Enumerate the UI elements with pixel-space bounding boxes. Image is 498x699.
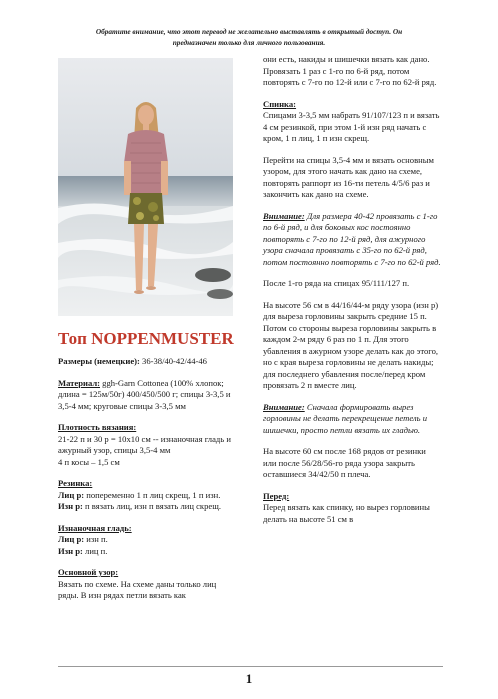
rev-face-value: изн п. xyxy=(84,534,108,544)
rib-face-value: попеременно 1 п лиц скрещ, 1 п изн. xyxy=(84,489,221,500)
page-title: Топ NOPPENMUSTER xyxy=(58,329,234,348)
rib-label: Резинка: xyxy=(58,478,93,488)
sizes-label: Размеры (немецкие): xyxy=(58,356,140,366)
front-text: Перед вязать как спинку, но вырез горловины делать на высоте 51 см в xyxy=(263,502,430,524)
sizes-value: 36-38/40-42/44-46 xyxy=(139,356,207,366)
gauge-section xyxy=(58,422,238,468)
page-number: 1 xyxy=(245,671,253,686)
attention-label-1: Внимание: xyxy=(263,210,305,221)
back-section xyxy=(263,99,441,145)
neckline-paragraph: На высоте 56 см в 44/16/44-м ряду узора (изн р) для выреза горловины закрыть средние 15 п. Потом со стороны выреза горловины закрыть в каждом 2-м ряду 6 раз по 1 п. Для этого убавления в ажурном узоре делать как до этого, но с края выреза горловины не делать накиды; для последнего убавления после/перед кром провязать 2 п вместе лиц. xyxy=(263,299,439,390)
after-first-row: После 1-го ряда на спицах 95/111/127 п. xyxy=(263,278,410,288)
sizes-section xyxy=(58,356,238,368)
rib-face-label: Лиц р: xyxy=(58,489,85,500)
rib-section xyxy=(58,478,238,513)
main-pattern-section xyxy=(58,567,238,602)
woman-on-beach-photo xyxy=(58,58,233,316)
attention-text-1: Для размера 40-42 провязать с 1-го по 6-й ряд, и для боковых кос постоянно повторять с 7-го по 12-й ряд, для ажурного узора сначала провязать с 35-го по 62-й ряд, потом постоянно повторять с 7-го по 62-й ряд. xyxy=(263,210,441,267)
attention-note-1 xyxy=(263,211,441,269)
reverse-stockinette-section xyxy=(58,523,238,558)
rev-face-label: Лиц р: xyxy=(58,534,85,544)
gauge-value-2: 4 п косы – 1,5 см xyxy=(58,456,120,467)
rib-back-value: п вязать лиц, изн п вязать лиц скрещ. xyxy=(82,501,221,511)
notice-line-2: предназначен только для личного пользования. xyxy=(172,37,326,47)
reverse-stockinette-label: Изнаночная гладь: xyxy=(58,522,132,533)
back-label: Спинка: xyxy=(263,98,297,109)
height-60-paragraph: На высоте 60 см после 168 рядов от резинки или после 56/28/56-го ряда узора закрыть оставшиеся 34/42/50 п плеча. xyxy=(263,446,426,479)
footer-divider xyxy=(58,666,443,667)
material-value: ggh-Garn Cottonea (100% хлопок; длина = 125м/50г) 400/450/500 г; спицы 3-3,5 и 3,5-4 мм; круговые спицы 3-3,5 мм xyxy=(58,377,231,411)
attention-label-2: Внимание: xyxy=(263,401,305,412)
material-label: Материал: xyxy=(58,377,101,388)
notice-banner xyxy=(40,27,458,48)
rib-back-label: Изн р: xyxy=(58,501,83,511)
attention-note-2 xyxy=(263,402,441,437)
back-paragraph-2: Перейти на спицы 3,5-4 мм и вязать основным узором, для этого начать как дано на схеме, повторять раппорт из 16-ти петель 4/5/6 раз и закончить как дано на схеме. xyxy=(263,154,434,199)
notice-line-1: Обратите внимание, что этот перевод не желательно выставлять в открытый доступ. Он xyxy=(95,27,403,36)
pattern-continuation: они есть, накиды и шишечки вязать как дано. Провязать 1 раз с 1-го по 6-й ряд, потом повторять с 7-го по 12-й или с 7-го по 62-й ряд. xyxy=(263,54,437,87)
rev-back-value: лиц п. xyxy=(82,545,108,556)
attention-text-2: Сначала формировать вырез горловины не делать перекрещение петель и шишечки, просто петли вязать их гладью. xyxy=(263,401,428,435)
right-column xyxy=(263,54,441,535)
gauge-value: 21-22 п и 30 р = 10x10 см -- изнаночная гладь и ажурный узор, спицы 3,5-4 мм xyxy=(58,433,231,455)
material-section xyxy=(58,378,238,413)
gauge-label: Плотность вязания: xyxy=(58,422,137,432)
back-paragraph-1: Спицами 3-3,5 мм набрать 91/107/123 п и вязать 4 см резинкой, при этом 1-й изн ряд начать с кром, 1 п лиц, 1 п изн скрещ. xyxy=(263,110,440,143)
main-pattern-label: Основной узор: xyxy=(58,567,119,577)
front-section xyxy=(263,491,441,526)
main-pattern-value: Вязать по схеме. На схеме даны только лиц ряды. В изн рядах петли вязать как xyxy=(58,578,217,600)
left-column xyxy=(58,356,238,612)
front-label: Перед: xyxy=(263,490,290,501)
rev-back-label: Изн р: xyxy=(58,545,83,556)
